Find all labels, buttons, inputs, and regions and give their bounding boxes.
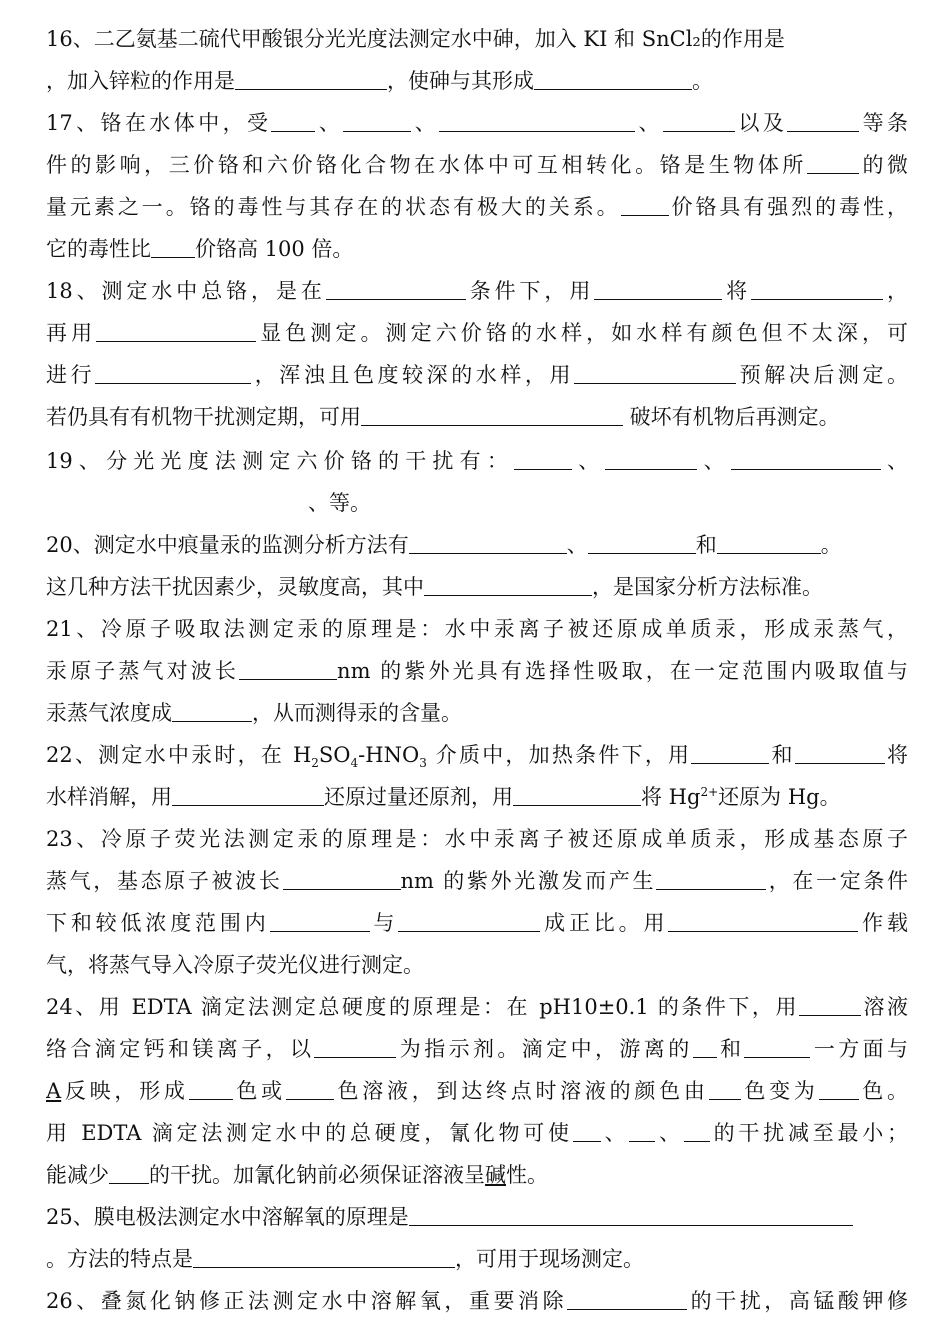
answer-blank[interactable] [46,487,308,512]
answer-blank[interactable] [534,65,692,90]
q23-line-3: 下和较低浓度范围内 与 成正比。用 作载 [46,906,908,940]
answer-blank[interactable] [514,445,572,470]
q20-line-1: 20、测定水中痕量汞的监测分析方法有 、 和 。 [46,528,908,562]
answer-blank[interactable] [744,1033,810,1058]
answer-blank[interactable] [96,317,256,342]
answer-blank[interactable] [567,1285,687,1310]
answer-blank[interactable] [283,865,401,890]
answer-blank[interactable] [795,739,885,764]
answer-blank[interactable] [663,107,735,132]
q21-line-3: 汞蒸气浓度成 ，从而测得汞的含量。 [46,696,908,730]
answer-blank[interactable] [151,233,195,258]
answer-blank[interactable] [799,991,861,1016]
answer-blank[interactable] [95,359,251,384]
answer-blank[interactable] [398,907,540,932]
q17-line-4: 它的毒性比 价铬高 100 倍。 [46,232,908,266]
q23-line-1: 23、冷原子荧光法测定汞的原理是：水中汞离子被还原成单质汞，形成基态原子 [46,827,908,851]
q18-line-4: 若仍具有有机物干扰测定期，可用 破坏有机物后再测定。 [46,400,908,434]
answer-blank[interactable] [574,359,736,384]
q24-line-3: A反映，形成 色或 色溶液，到达终点时溶液的颜色由 色变为 色。 [46,1074,908,1108]
q24-line-1: 24、用 EDTA 滴定法测定总硬度的原理是：在 pH10±0.1 的条件下，用 溶液 [46,990,908,1024]
q19-line-1: 19、分光光度法测定六价铬的干扰有： 、 、 、 [46,444,908,478]
answer-blank[interactable] [409,529,567,554]
q21-line-2: 汞原子蒸气对波长 nm 的紫外光具有选择性吸取，在一定范围内吸取值与 [46,654,908,688]
answer-blank[interactable] [807,149,859,174]
answer-blank[interactable] [172,697,252,722]
answer-blank[interactable] [709,1075,741,1100]
q16-line-2: ，加入锌粒的作用是 ，使砷与其形成 。 [46,64,908,98]
answer-blank[interactable] [193,1243,455,1268]
q24-line-4: 用 EDTA 滴定法测定水中的总硬度，氰化物可使 、 、 的干扰减至最小； [46,1116,908,1150]
q25-line-1: 25、膜电极法测定水中溶解氧的原理是 [46,1200,908,1234]
q25-line-2: 。方法的特点是 ，可用于现场测定。 [46,1242,908,1276]
answer-blank[interactable] [629,1117,655,1142]
q20-line-2: 这几种方法干扰因素少，灵敏度高，其中 ，是国家分析方法标准。 [46,570,908,604]
answer-blank[interactable] [361,401,623,426]
answer-blank[interactable] [751,275,883,300]
q24-line-5: 能减少 的干扰。加氰化钠前必须保证溶液呈碱性。 [46,1158,908,1192]
answer-blank[interactable] [656,865,766,890]
q26-line-1: 26、叠氮化钠修正法测定水中溶解氧，重要消除 的干扰，高锰酸钾修 [46,1284,908,1318]
q21-line-1: 21、冷原子吸取法测定汞的原理是：水中汞离子被还原成单质汞，形成汞蒸气， [46,617,908,641]
q18-line-1: 18、测定水中总铬，是在 条件下，用 将 ， [46,274,908,308]
answer-blank[interactable] [235,65,387,90]
q23-line-2: 蒸气，基态原子被波长 nm 的紫外光激发而产生 ，在一定条件 [46,864,908,898]
answer-blank[interactable] [189,1075,233,1100]
answer-blank[interactable] [787,107,859,132]
q16-line-1: 16、二乙氨基二硫代甲酸银分光光度法测定水中砷，加入 KI 和 SnCl₂的作用是 [46,27,785,51]
answer-blank[interactable] [271,107,315,132]
answer-blank[interactable] [819,1075,859,1100]
answer-blank[interactable] [693,1033,717,1058]
answer-blank[interactable] [314,1033,396,1058]
q18-line-3: 进行 ，浑浊且色度较深的水样，用 预解决后测定。 [46,358,908,392]
answer-blank[interactable] [668,907,858,932]
answer-blank[interactable] [605,445,697,470]
answer-blank[interactable] [239,655,337,680]
answer-blank[interactable] [684,1117,710,1142]
answer-blank[interactable] [326,275,466,300]
answer-blank[interactable] [270,907,370,932]
q23-line-4: 气，将蒸气导入冷原子荧光仪进行测定。 [46,953,424,977]
answer-blank[interactable] [717,529,821,554]
answer-blank[interactable] [588,529,696,554]
answer-blank[interactable] [513,781,641,806]
answer-blank[interactable] [691,739,769,764]
answer-blank[interactable] [621,191,669,216]
q18-line-2: 再用 显色测定。测定六价铬的水样，如水样有颜色但不太深，可 [46,316,908,350]
q17-line-2: 件的影响，三价铬和六价铬化合物在水体中可互相转化。铬是生物体所 的微 [46,148,908,182]
answer-blank[interactable] [109,1159,149,1184]
q17-line-3: 量元素之一。铬的毒性与其存在的状态有极大的关系。 价铬具有强烈的毒性， [46,190,908,224]
answer-blank[interactable] [731,445,881,470]
answer-blank[interactable] [424,571,592,596]
answer-blank[interactable] [573,1117,601,1142]
answer-blank[interactable] [409,1201,853,1226]
answer-blank[interactable] [172,781,324,806]
q17-line-1: 17、铬在水体中，受 、 、 、 以及 等条 [46,106,908,140]
q22-line-2: 水样消解，用 还原过量还原剂，用 将 $Hg^{2+}$还原为 Hg。 [46,780,908,814]
answer-blank[interactable] [286,1075,334,1100]
q24-line-2: 络合滴定钙和镁离子，以 为指示剂。滴定中，游离的 和 一方面与 [46,1032,908,1066]
answer-blank[interactable] [439,107,635,132]
answer-blank[interactable] [343,107,411,132]
answer-blank[interactable] [594,275,722,300]
q22-line-1: 22、测定水中汞时，在 $H_2SO_4-HNO_3$ 介质中，加热条件下，用 和 将 [46,738,908,772]
q19-line-2: 、等。 [46,486,908,520]
